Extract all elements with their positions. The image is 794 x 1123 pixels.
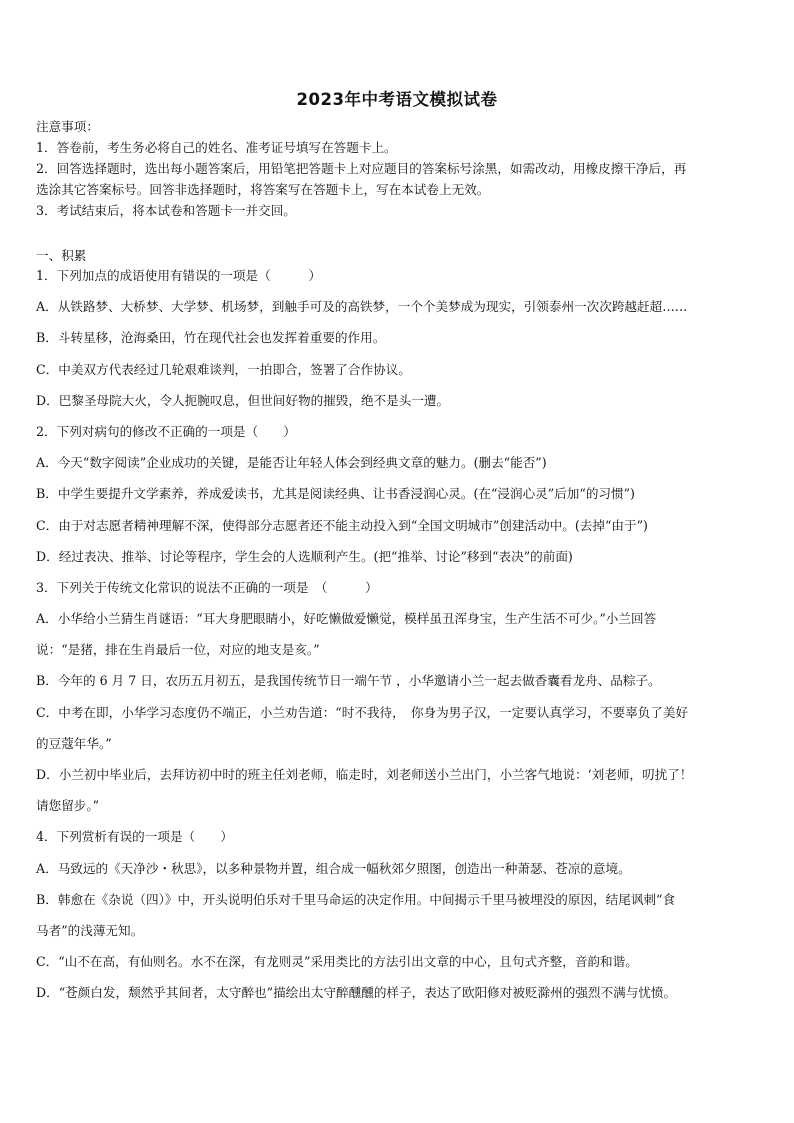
option-b: B．中学生要提升文学素养，养成爱读书，尤其是阅读经典、让书香浸润心灵。(在“浸润心灵”后加“的习惯”) (36, 486, 635, 502)
option-d: D．巴黎圣母院大火，令人扼腕叹息，但世间好物的摧毁，绝不是头一遭。 (36, 392, 450, 408)
option-a-cont: 说：“是猪，排在生肖最后一位，对应的地支是亥。” (36, 642, 320, 658)
note-item: 选涂其它答案标号。回答非选择题时，将答案写在答题卡上，写在本试卷上无效。 (36, 182, 490, 197)
option-c: C．中美双方代表经过几轮艰难谈判，一拍即合，签署了合作协议。 (36, 361, 411, 377)
option-c: C．由于对志愿者精神理解不深，使得部分志愿者还不能主动投入到“全国文明城市”创建活动中。(去掉“由于”) (36, 517, 648, 533)
option-d: D．“苍颜白发，颓然乎其间者，太守醉也”描绘出太守醉醺醺的样子，表达了欧阳修对被贬滁州的强烈不满与忧愤。 (36, 985, 677, 1001)
option-a: A．小华给小兰猜生肖谜语：“耳大身肥眼睛小，好吃懒做爱懒觉，模样虽丑浑身宝，生产生活不可少。”小兰回答 (36, 611, 657, 627)
option-c-cont: 的豆蔻年华。” (36, 735, 112, 751)
option-a: A．马致远的《天净沙・秋思》，以多种景物并置，组合成一幅秋郊夕照图，创造出一种萧瑟、苍凉的意境。 (36, 860, 631, 876)
option-b: B．今年的 6 月 7 日，农历五月初五，是我国传统节日一端午节 ，小华邀请小兰一起去做香囊看龙舟、品粽子。 (36, 673, 661, 689)
note-item: 3．考试结束后，将本试卷和答题卡一并交回。 (36, 203, 296, 218)
question-stem: 3．下列关于传统文化常识的说法不正确的一项是 （ ） (36, 579, 378, 595)
option-a: A．从铁路梦、大桥梦、大学梦、机场梦，到触手可及的高铁梦，一个个美梦成为现实，引领泰州一次次跨越赶超…… (36, 299, 688, 315)
exam-content (36, 118, 760, 1016)
option-b: B．韩愈在《杂说（四）》中，开头说明伯乐对千里马命运的决定作用。中间揭示千里马被埋没的原因，结尾讽刺“食 (36, 891, 676, 907)
option-d: D．小兰初中毕业后，去拜访初中时的班主任刘老师，临走时，刘老师送小兰出门，小兰客气地说：‘刘老师，叨扰了！ (36, 767, 693, 782)
notes-heading: 注意事项： (36, 119, 99, 134)
note-item: 2．回答选择题时，选出每小题答案后，用铅笔把答题卡上对应题目的答案标号涂黑，如需改动，用橡皮擦干净后，再 (36, 161, 687, 176)
question-stem: 4．下列赏析有误的一项是（ ） (36, 829, 233, 845)
option-b-cont: 马者”的浅薄无知。 (36, 922, 144, 938)
question-4 (36, 828, 760, 1015)
question-stem: 1．下列加点的成语使用有错误的一项是（ ） (36, 268, 322, 283)
option-c: C．中考在即，小华学习态度仍不端正，小兰劝告道：“时不我待， 你身为男子汉，一定要认真学习，不要辜负了美好 (36, 704, 689, 720)
note-item: 1．答卷前，考生务必将自己的姓名、准考证号填写在答题卡上。 (36, 140, 397, 155)
question-stem: 2．下列对病句的修改不正确的一项是（ ） (36, 423, 296, 439)
section-heading: 一、积累 (36, 248, 87, 263)
question-1 (36, 267, 760, 423)
page-title: 2023年中考语文模拟试卷 (296, 90, 498, 109)
question-3 (36, 579, 760, 829)
option-c: C．“山不在高，有仙则名。水不在深，有龙则灵”采用类比的方法引出文章的中心，且句式齐整，音韵和谐。 (36, 954, 638, 970)
option-a: A．今天“数字阅读”企业成功的关键，是能否让年轻人体会到经典文章的魅力。(删去“能否”) (36, 455, 547, 471)
option-d-cont: 请您留步。” (36, 798, 100, 814)
option-d: D．经过表决、推举、讨论等程序，学生会的人选顺利产生。(把“推举、讨论”移到“表决”的前面) (36, 548, 573, 564)
notes-section (36, 118, 760, 223)
question-2 (36, 423, 760, 579)
option-b: B．斗转星移，沧海桑田，竹在现代社会也发挥着重要的作用。 (36, 330, 386, 346)
